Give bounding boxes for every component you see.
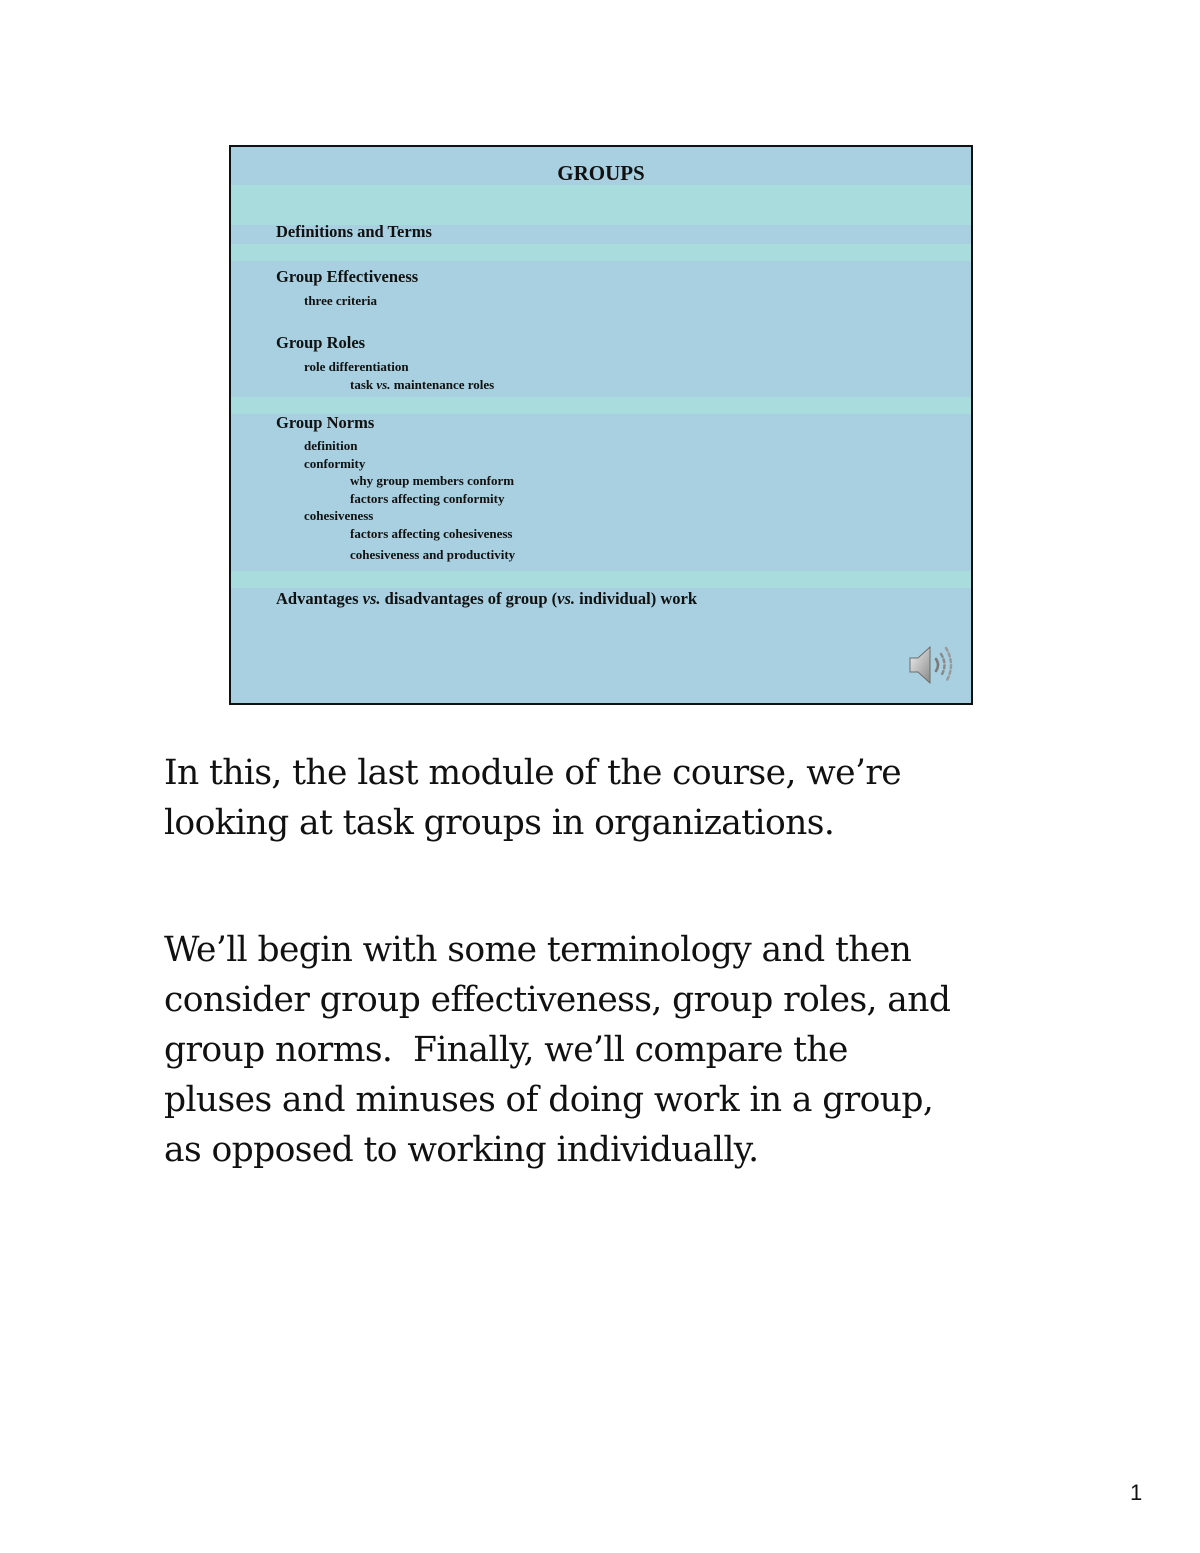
section-heading-group-effectiveness: Group Effectiveness (276, 267, 419, 286)
speaker-icon[interactable] (907, 641, 959, 689)
section-heading-definitions: Definitions and Terms (276, 222, 432, 241)
slide-subitem: task vs. maintenance roles (350, 377, 495, 392)
slide-subitem: definition (304, 438, 358, 453)
slide-band (231, 244, 971, 261)
slide-band (231, 185, 971, 225)
section-heading-group-norms: Group Norms (276, 413, 375, 432)
slide-subitem: cohesiveness and productivity (350, 547, 516, 562)
notes-line: looking at task groups in organizations. (164, 803, 835, 843)
section-heading-advantages: Advantages vs. disadvantages of group (vs. individual) work (276, 589, 698, 608)
section-heading-group-roles: Group Roles (276, 333, 366, 352)
slide-subitem: conformity (304, 456, 366, 471)
slide-subitem: role differentiation (304, 359, 409, 374)
slide-subitem: three criteria (304, 293, 378, 308)
notes-line: group norms. Finally, we’ll compare the (164, 1030, 848, 1070)
notes-line: In this, the last module of the course, we’re (164, 753, 902, 793)
page-number: 1 (1130, 1480, 1143, 1505)
slide-subitem: why group members conform (350, 473, 515, 488)
slide-band (231, 571, 971, 588)
notes-line: pluses and minuses of doing work in a group, (164, 1080, 934, 1120)
slide-band (231, 397, 971, 414)
notes-line: We’ll begin with some terminology and then (164, 930, 912, 970)
speaker-notes-paragraph (164, 925, 1044, 1175)
slide-subitem: factors affecting cohesiveness (350, 526, 513, 541)
speaker-notes-paragraph (164, 748, 1044, 848)
notes-line: as opposed to working individually. (164, 1130, 759, 1170)
slide-subitem: cohesiveness (304, 508, 374, 523)
slide-thumbnail (229, 145, 973, 705)
notes-line: consider group effectiveness, group roles, and (164, 980, 951, 1020)
slide-title: GROUPS (557, 161, 645, 185)
slide-subitem: factors affecting conformity (350, 491, 505, 506)
